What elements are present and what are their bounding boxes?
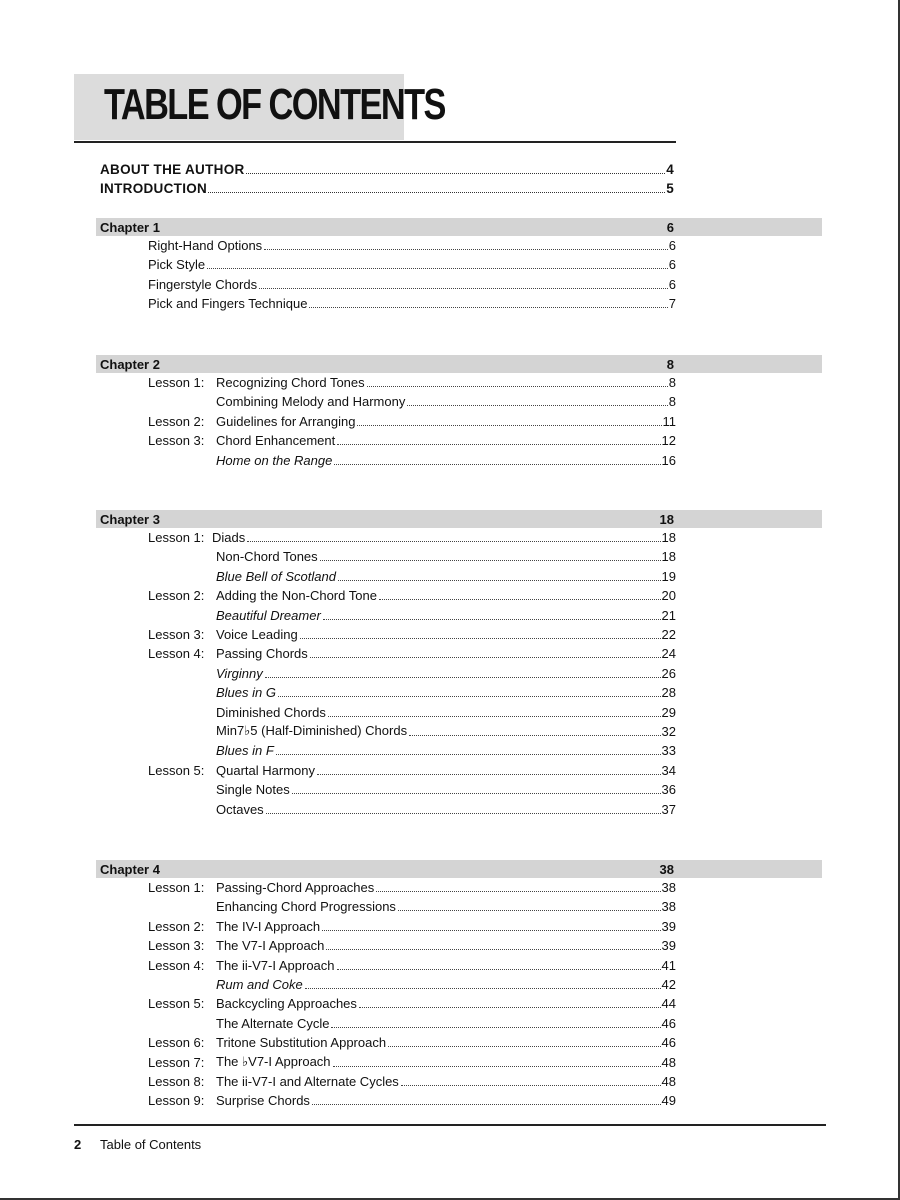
- toc-entry-text: Octaves: [216, 801, 264, 817]
- toc-entry-text: Adding the Non-Chord Tone: [216, 588, 377, 604]
- lesson-label: Lesson 4:: [148, 646, 205, 662]
- toc-page-number: 38: [661, 899, 676, 915]
- toc-entry-text: Blue Bell of Scotland: [216, 568, 336, 584]
- toc-page-number: 4: [666, 162, 674, 177]
- toc-entry-line: [216, 705, 676, 720]
- toc-entry-line: [148, 238, 676, 253]
- chapter-title: Chapter 4: [100, 861, 160, 877]
- toc-entry: [0, 236, 900, 254]
- chapter-title: Chapter 1: [100, 219, 160, 235]
- toc-entry-line: [216, 569, 676, 584]
- toc-entry-line: [216, 763, 676, 778]
- lesson-label: Lesson 3:: [148, 938, 205, 954]
- toc-top-entry: [100, 181, 674, 196]
- dot-leader: [357, 425, 661, 426]
- toc-page-number: 42: [661, 977, 676, 992]
- toc-entry-text: Diminished Chords: [216, 704, 326, 720]
- toc-page-number: 32: [661, 724, 676, 739]
- toc-entry-line: [216, 880, 676, 895]
- toc-entry-text: The Alternate Cycle: [216, 1015, 330, 1031]
- toc-entry-line: [216, 1035, 676, 1050]
- toc-entry: [0, 412, 900, 430]
- dot-leader: [337, 444, 660, 445]
- chapter-page-number: 8: [666, 356, 674, 372]
- dot-leader: [367, 386, 668, 387]
- toc-page-number: 6: [668, 276, 676, 292]
- toc-entry-line: [216, 1016, 676, 1031]
- toc-entry: [0, 917, 900, 935]
- lesson-label: Lesson 4:: [148, 957, 205, 973]
- lesson-label: Lesson 2:: [148, 588, 205, 604]
- toc-entry-text: Blues in G: [216, 685, 276, 701]
- toc-entry: [0, 451, 900, 469]
- toc-entry-text: Diads: [212, 530, 246, 545]
- lesson-label: Lesson 5:: [148, 762, 205, 778]
- toc-page-number: 39: [661, 918, 676, 934]
- toc-page-number: 18: [661, 530, 676, 545]
- toc-entry-line: [216, 588, 676, 603]
- toc-entry-text: ABOUT THE AUTHOR: [100, 162, 245, 177]
- chapter-heading: [96, 860, 822, 878]
- toc-entry: [0, 255, 900, 273]
- toc-page-number: 18: [661, 549, 676, 565]
- toc-page-number: 28: [661, 685, 676, 701]
- dot-leader: [264, 249, 668, 250]
- chapter-page-number: 38: [659, 861, 674, 877]
- toc-entry-line: [216, 899, 676, 914]
- dot-leader: [247, 541, 660, 542]
- toc-entry: [0, 1091, 900, 1109]
- toc-entry-line: [216, 1074, 676, 1089]
- dot-leader: [309, 307, 667, 308]
- chapter-page-number: 6: [666, 219, 674, 235]
- page-title: TABLE OF CONTENTS: [104, 80, 445, 129]
- toc-entry-line: [148, 257, 676, 272]
- toc-page-number: 48: [661, 1054, 676, 1070]
- toc-entry-text: The ii-V7-I and Alternate Cycles: [216, 1074, 399, 1089]
- chapter-heading: [96, 355, 822, 373]
- toc-entry: [0, 1072, 900, 1090]
- toc-entry-text: Chord Enhancement: [216, 433, 336, 449]
- dot-leader: [320, 560, 661, 561]
- chapter-title: Chapter 3: [100, 511, 160, 527]
- toc-entry-line: [216, 627, 676, 642]
- dot-leader: [334, 464, 660, 465]
- dot-leader: [208, 192, 665, 193]
- toc-entry: [0, 606, 900, 624]
- toc-entry: [0, 392, 900, 410]
- dot-leader: [409, 735, 660, 736]
- chapter-heading: [96, 510, 822, 528]
- toc-entry: [0, 722, 900, 740]
- dot-leader: [323, 619, 661, 620]
- dot-leader: [333, 1066, 661, 1067]
- footer-page-number: 2: [74, 1137, 82, 1152]
- toc-entry: [0, 644, 900, 662]
- toc-entry-text: The ii-V7-I Approach: [216, 957, 335, 973]
- toc-entry-line: [216, 723, 676, 739]
- toc-entry-line: [216, 977, 676, 992]
- toc-page-number: 6: [668, 257, 676, 273]
- toc-page-number: 29: [661, 704, 676, 720]
- toc-entry-line: [216, 646, 676, 661]
- toc-page-number: 49: [661, 1093, 676, 1109]
- toc-entry: [0, 741, 900, 759]
- lesson-label: Lesson 5:: [148, 996, 205, 1012]
- dot-leader: [359, 1007, 661, 1008]
- dot-leader: [278, 696, 661, 697]
- toc-entry: [0, 294, 900, 312]
- toc-entry: [0, 994, 900, 1012]
- lesson-label: Lesson 3:: [148, 627, 205, 642]
- toc-entry-line: [216, 666, 676, 681]
- toc-entry-text: Rum and Coke: [216, 977, 303, 992]
- chapter-heading: [96, 218, 822, 236]
- toc-entry: [0, 897, 900, 915]
- toc-page-number: 8: [668, 375, 676, 390]
- dot-leader: [326, 949, 660, 950]
- toc-page-number: 37: [661, 801, 676, 817]
- dot-leader: [207, 268, 668, 269]
- toc-page-number: 19: [661, 568, 676, 584]
- toc-page-number: 12: [661, 433, 676, 449]
- dot-leader: [312, 1104, 661, 1105]
- lesson-label: Lesson 8:: [148, 1074, 205, 1089]
- title-rule: [74, 141, 676, 143]
- toc-entry: [0, 975, 900, 993]
- toc-page-number: 8: [668, 394, 676, 410]
- toc-entry-line: [216, 433, 676, 448]
- dot-leader: [379, 599, 661, 600]
- toc-entry-text: Quartal Harmony: [216, 762, 315, 778]
- footer-rule: [74, 1124, 826, 1126]
- toc-page-number: 38: [661, 880, 676, 895]
- toc-entry-line: [212, 530, 676, 545]
- toc-entry: [0, 936, 900, 954]
- toc-top-entry: [100, 162, 674, 177]
- dot-leader: [388, 1046, 660, 1047]
- toc-entry: [0, 547, 900, 565]
- toc-entry-line: [216, 1093, 676, 1108]
- dot-leader: [398, 910, 661, 911]
- toc-page-number: 11: [662, 413, 676, 429]
- toc-entry-line: [216, 685, 676, 700]
- lesson-label: Lesson 2:: [148, 918, 205, 934]
- toc-page-number: 44: [661, 996, 676, 1012]
- toc-entry-line: [148, 277, 676, 292]
- lesson-label: Lesson 7:: [148, 1054, 205, 1070]
- toc-page-number: 20: [661, 588, 676, 604]
- toc-entry: [0, 956, 900, 974]
- toc-page-number: 33: [661, 743, 676, 759]
- dot-leader: [266, 813, 661, 814]
- toc-entry-text: Guidelines for Arranging: [216, 413, 356, 429]
- toc-entry-text: Recognizing Chord Tones: [216, 375, 365, 390]
- toc-entry-text: Beautiful Dreamer: [216, 607, 321, 623]
- toc-entry-text: INTRODUCTION: [100, 181, 208, 196]
- toc-entry: [0, 373, 900, 391]
- toc-entry: [0, 625, 900, 643]
- toc-entry: [0, 567, 900, 585]
- toc-page-number: 34: [661, 762, 676, 778]
- lesson-label: Lesson 1:: [148, 530, 205, 545]
- lesson-label: Lesson 3:: [148, 433, 205, 449]
- toc-entry-text: Surprise Chords: [216, 1093, 310, 1109]
- dot-leader: [376, 891, 660, 892]
- lesson-label: Lesson 9:: [148, 1093, 205, 1109]
- toc-page-number: 16: [661, 452, 676, 468]
- toc-entry-line: [216, 938, 676, 953]
- dot-leader: [322, 930, 660, 931]
- toc-page-number: 6: [668, 238, 676, 253]
- toc-entry-line: [216, 782, 676, 797]
- toc-entry-text: The ♭V7-I Approach: [216, 1053, 331, 1069]
- toc-entry-line: [216, 996, 676, 1011]
- lesson-label: Lesson 1:: [148, 880, 205, 895]
- toc-entry-text: Backcycling Approaches: [216, 996, 357, 1012]
- toc-entry-text: Non-Chord Tones: [216, 549, 318, 565]
- toc-entry: [0, 1053, 900, 1071]
- toc-entry-line: [148, 296, 676, 311]
- toc-entry: [0, 586, 900, 604]
- toc-entry: [0, 1033, 900, 1051]
- toc-entry-text: Home on the Range: [216, 452, 333, 468]
- toc-entry-text: Right-Hand Options: [148, 238, 263, 253]
- lesson-label: Lesson 6:: [148, 1035, 205, 1051]
- toc-page-number: 5: [666, 181, 674, 196]
- toc-entry-text: Min7♭5 (Half-Diminished) Chords: [216, 723, 408, 738]
- toc-entry-line: [216, 414, 676, 429]
- toc-entry-text: Voice Leading: [216, 627, 298, 642]
- dot-leader: [259, 288, 668, 289]
- toc-entry-text: Tritone Substitution Approach: [216, 1035, 387, 1051]
- dot-leader: [331, 1027, 660, 1028]
- toc-page-number: 46: [661, 1015, 676, 1031]
- dot-leader: [317, 774, 661, 775]
- toc-entry: [0, 683, 900, 701]
- toc-page-number: 22: [661, 627, 676, 642]
- footer-label: Table of Contents: [100, 1137, 202, 1152]
- toc-entry: [0, 878, 900, 896]
- toc-page-number: 24: [661, 646, 676, 662]
- toc-entry-text: Blues in F: [216, 743, 274, 759]
- lesson-label: Lesson 1:: [148, 375, 205, 390]
- toc-page-number: 7: [668, 296, 676, 312]
- dot-leader: [276, 754, 661, 755]
- toc-entry-line: [216, 453, 676, 468]
- toc-entry-text: The IV-I Approach: [216, 918, 321, 934]
- lesson-label: Lesson 2:: [148, 413, 205, 429]
- toc-entry: [0, 703, 900, 721]
- dot-leader: [401, 1085, 661, 1086]
- toc-entry-text: Fingerstyle Chords: [148, 276, 258, 292]
- toc-entry: [0, 780, 900, 798]
- toc-entry-text: Passing-Chord Approaches: [216, 880, 375, 895]
- toc-entry-line: [216, 394, 676, 409]
- toc-entry-line: [216, 375, 676, 390]
- dot-leader: [246, 173, 666, 174]
- toc-entry-text: Pick Style: [148, 257, 206, 273]
- toc-entry: [0, 528, 900, 546]
- toc-entry: [0, 275, 900, 293]
- toc-entry-line: [216, 802, 676, 817]
- toc-entry-text: Enhancing Chord Progressions: [216, 899, 396, 915]
- dot-leader: [305, 988, 661, 989]
- toc-page-number: 26: [661, 665, 676, 681]
- toc-entry-line: [216, 958, 676, 973]
- toc-entry-text: Virginny: [216, 665, 263, 681]
- toc-entry: [0, 664, 900, 682]
- toc-entry: [0, 761, 900, 779]
- dot-leader: [338, 580, 661, 581]
- toc-page-number: 39: [661, 938, 676, 954]
- toc-entry-line: [216, 608, 676, 623]
- toc-entry-text: Single Notes: [216, 782, 290, 798]
- toc-entry-text: Passing Chords: [216, 646, 308, 662]
- toc-entry: [0, 800, 900, 818]
- toc-page-number: 46: [661, 1035, 676, 1051]
- toc-page-number: 48: [661, 1074, 676, 1089]
- dot-leader: [328, 716, 661, 717]
- toc-entry-text: The V7-I Approach: [216, 938, 325, 954]
- dot-leader: [300, 638, 661, 639]
- toc-page-number: 36: [661, 782, 676, 798]
- toc-entry-line: [216, 743, 676, 758]
- chapter-page-number: 18: [659, 511, 674, 527]
- toc-entry: [0, 431, 900, 449]
- chapter-title: Chapter 2: [100, 356, 160, 372]
- dot-leader: [265, 677, 661, 678]
- toc-page-number: 41: [661, 957, 676, 973]
- dot-leader: [407, 405, 667, 406]
- toc-page-number: 21: [661, 607, 676, 623]
- toc-entry: [0, 1014, 900, 1032]
- toc-entry-text: Pick and Fingers Technique: [148, 296, 308, 312]
- toc-entry-text: Combining Melody and Harmony: [216, 394, 406, 410]
- dot-leader: [337, 969, 661, 970]
- toc-entry-line: [216, 549, 676, 564]
- dot-leader: [310, 657, 661, 658]
- dot-leader: [292, 793, 661, 794]
- toc-entry-line: [216, 919, 676, 934]
- toc-entry-line: [216, 1054, 676, 1070]
